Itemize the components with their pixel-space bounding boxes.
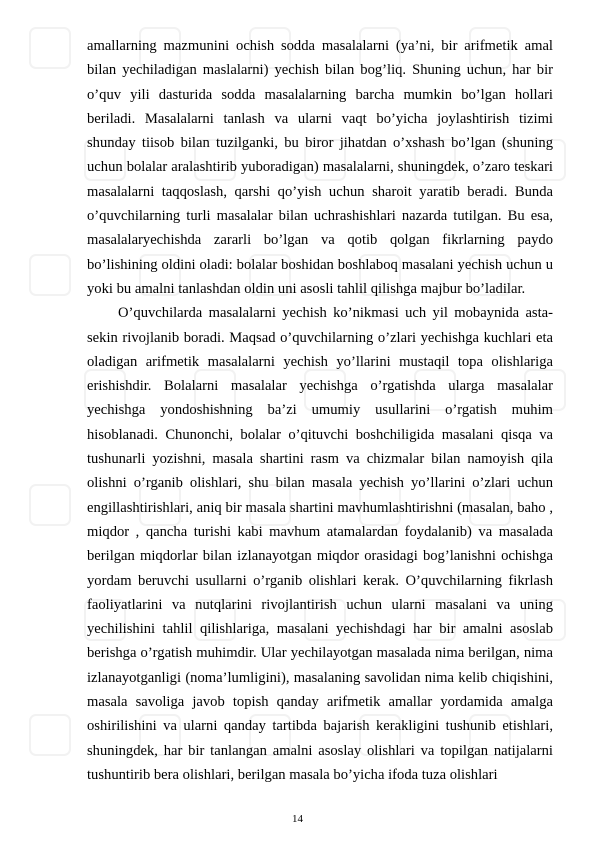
document-body (87, 34, 553, 787)
body-paragraph: O’quvchilarda masalalarni yechish ko’nikmasi uch yil mobaynida asta-sekin rivojlanib boradi. Maqsad o’quvchilarning o’zlari yechishga kuchlari eta oladigan arifmetik masalalarni yechish yo’llarini mustaqil topa olishlariga erishishdir. Bolalarni masalalar yechishga o’rgatishda ularga masalalar yechishga yondoshishning ba’zi umumiy usullarini o’rgatish muhim hisoblanadi. Chunonchi, bolalar o’qituvchi boshchiligida masalani qisqa va tushunarli yozishni, masala shartini rasm va chizmalar bilan namoyish qila olishni o’rganib olishlari, shu bilan masala yechish yo’llarini o’zlari uchun engillashtirishlari, aniq bir masala shartini mavhumlashtirishni (masalan, baho , miqdor , qancha turishi kabi mavhum atamalardan foydalanib) va masalada berilgan miqdorlar bilan izlanayotgan miqdor orasidagi bog’lanishni ochishga yordam beruvchi usullarni o’rganib olishlari kerak. O’quvchilarning fikrlash faoliyatlarini va nutqlarini rivojlantirish uchun ularni masalani va uning yechilishini tahlil qilishlariga, masalani yechishdagi har bir amalni asoslab berishga o’rgatish muhimdir. Ular yechilayotgan masalada nima berilgan, nima izlanayotganligi (noma’lumligini), masalaning savolidan nima kelib chiqishini, masala savoliga javob topish qanday arifmetik amallar yordamida amalga oshirilishini va ularni qanday tartibda bajarish kerakligini tushunib etishlari, shuningdek, har bir tanlangan amalni asoslay olishlari va topilgan natijalarni tushuntirib bera olishlari, berilgan masala bo’yicha ifoda tuza olishlari (87, 305, 553, 783)
page-number: 14 (292, 813, 303, 825)
body-paragraph: amallarning mazmunini ochish sodda masalalarni (ya’ni, bir arifmetik amal bilan yechiladigan maslalarni) yechish bilan bog’liq. Shuning uchun, har bir o’quv yili dasturida sodda masalalarning barcha mumkin bo’lgan hollari beriladi. Masalalarni tanlash va ularni vaqt bo’yicha joylashtirish tizimi shunday tiisob bilan tuzilganki, bu biror jihatdan o’xshash bo’lgan (shuning uchun bolalar aralashtirib yuboradigan) masalalarni, shuningdek, o’zaro teskari masalalarni taqqoslash, qarshi qo’yish uchun sharoit yaratib beradi. Bunda o’quvchilarning turli masalalar bilan uchrashishlari nazarda tutilgan. Bu esa, masalalaryechishda zararli bo’lgan va qotib qolgan fikrlarning paydo bo’lishining oldini oladi: bolalar boshidan boshlaboq masalani yechish uchun u yoki bu amalni tanlashdan oldin uni asosli tahlil qilishga majbur bo’ladilar. (87, 38, 553, 297)
